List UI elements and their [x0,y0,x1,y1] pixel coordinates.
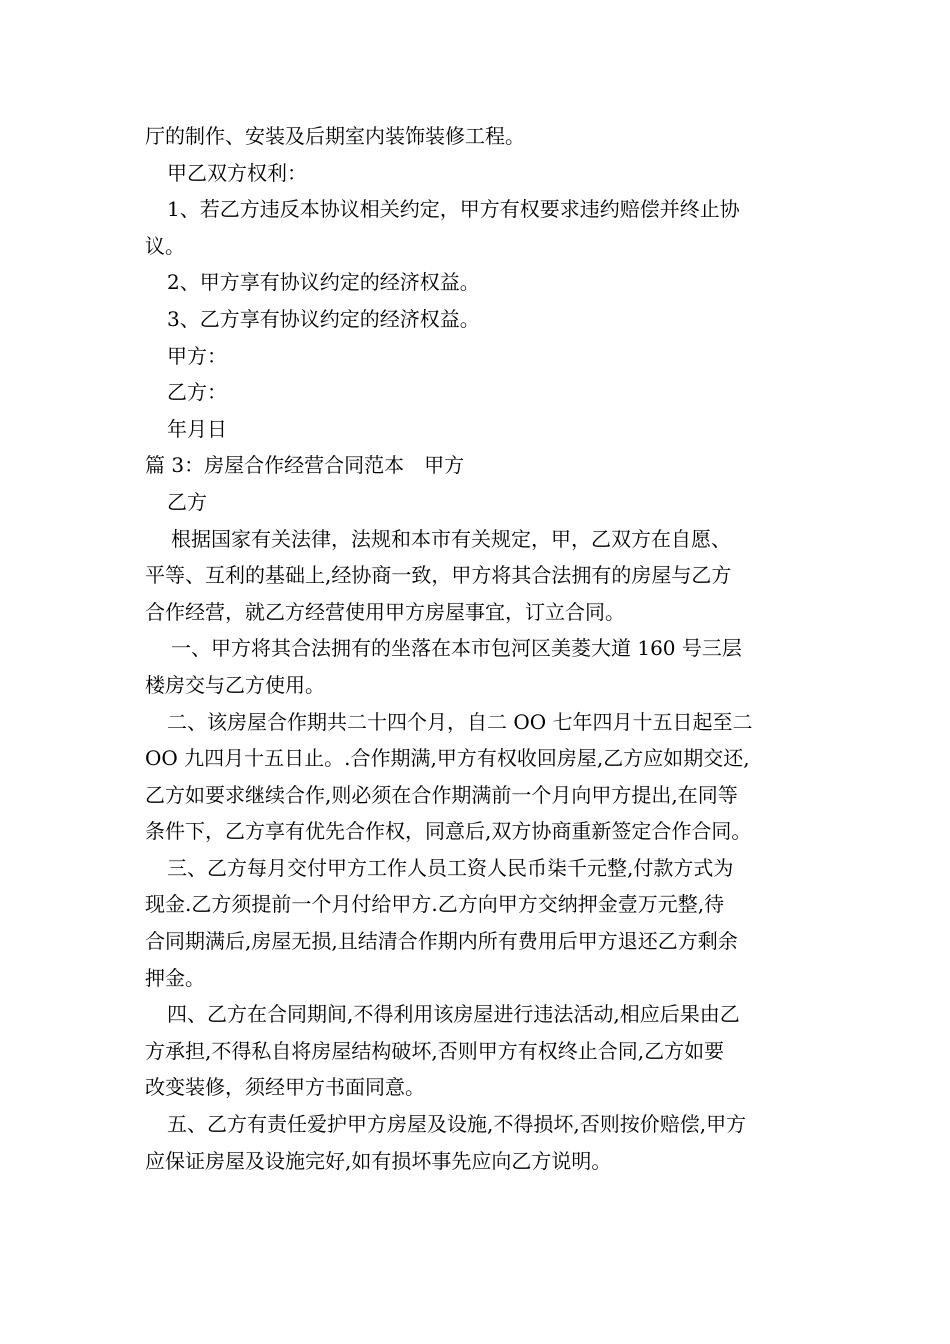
document-page [145,118,815,1179]
text-line-13: 平等、互利的基础上,经协商一致，甲方将其合法拥有的房屋与乙方 [145,563,732,588]
section-heading: 篇 3：房屋合作经营合同范本 甲方 [145,453,465,478]
text-line-27: 改变装修，须经甲方书面同意。 [145,1075,425,1100]
text-line-12: 根据国家有关法律，法规和本市有关规定，甲，乙双方在自愿、 [171,526,731,551]
text-line-14: 合作经营，就乙方经营使用甲方房屋事宜，订立合同。 [145,599,625,624]
text-line-16: 楼房交与乙方使用。 [145,672,325,697]
text-line-24: 押金。 [145,965,205,990]
text-line-21: 三、乙方每月交付甲方工作人员工资人民币柒千元整,付款方式为 [167,855,734,880]
text-line-17: 二、该房屋合作期共二十四个月，自二 OO 七年四月十五日起至二 [167,709,753,734]
text-line-28: 五、乙方有责任爱护甲方房屋及设施,不得损坏,否则按价赔偿,甲方 [167,1112,747,1137]
text-line-2: 甲乙双方权利： [167,160,307,185]
text-line-9: 年月日 [167,416,227,441]
text-line-20: 条件下，乙方享有优先合作权，同意后,双方协商重新签定合作合同。 [145,819,752,844]
text-line-26: 方承担,不得私自将房屋结构破坏,否则甲方有权终止合同,乙方如要 [145,1038,725,1063]
text-line-29: 应保证房屋及设施完好,如有损坏事先应向乙方说明。 [145,1148,612,1173]
text-line-1: 厅的制作、安装及后期室内装饰装修工程。 [145,124,525,148]
text-line-22: 现金.乙方须提前一个月付给甲方.乙方向甲方交纳押金壹万元整,待 [145,892,725,917]
text-line-11: 乙方 [167,489,207,514]
text-line-19: 乙方如要求继续合作,则必须在合作期满前一个月向甲方提出,在同等 [145,782,738,807]
text-line-15: 一、甲方将其合法拥有的坐落在本市包河区美菱大道 160 号三层 [171,636,742,661]
text-line-3: 1、若乙方违反本协议相关约定，甲方有权要求违约赔偿并终止协 [167,197,740,222]
text-line-7: 甲方： [167,343,227,368]
text-line-6: 3、乙方享有协议约定的经济权益。 [167,306,480,331]
text-line-23: 合同期满后,房屋无损,且结清合作期内所有费用后甲方退还乙方剩余 [145,929,738,954]
text-line-5: 2、甲方享有协议约定的经济权益。 [167,270,480,295]
text-line-8: 乙方： [167,380,227,405]
text-line-25: 四、乙方在合同期间,不得利用该房屋进行违法活动,相应后果由乙 [167,1002,740,1027]
text-line-18: OO 九四月十五日止。.合作期满,甲方有权收回房屋,乙方应如期交还, [145,746,750,771]
text-line-4: 议。 [145,233,185,258]
